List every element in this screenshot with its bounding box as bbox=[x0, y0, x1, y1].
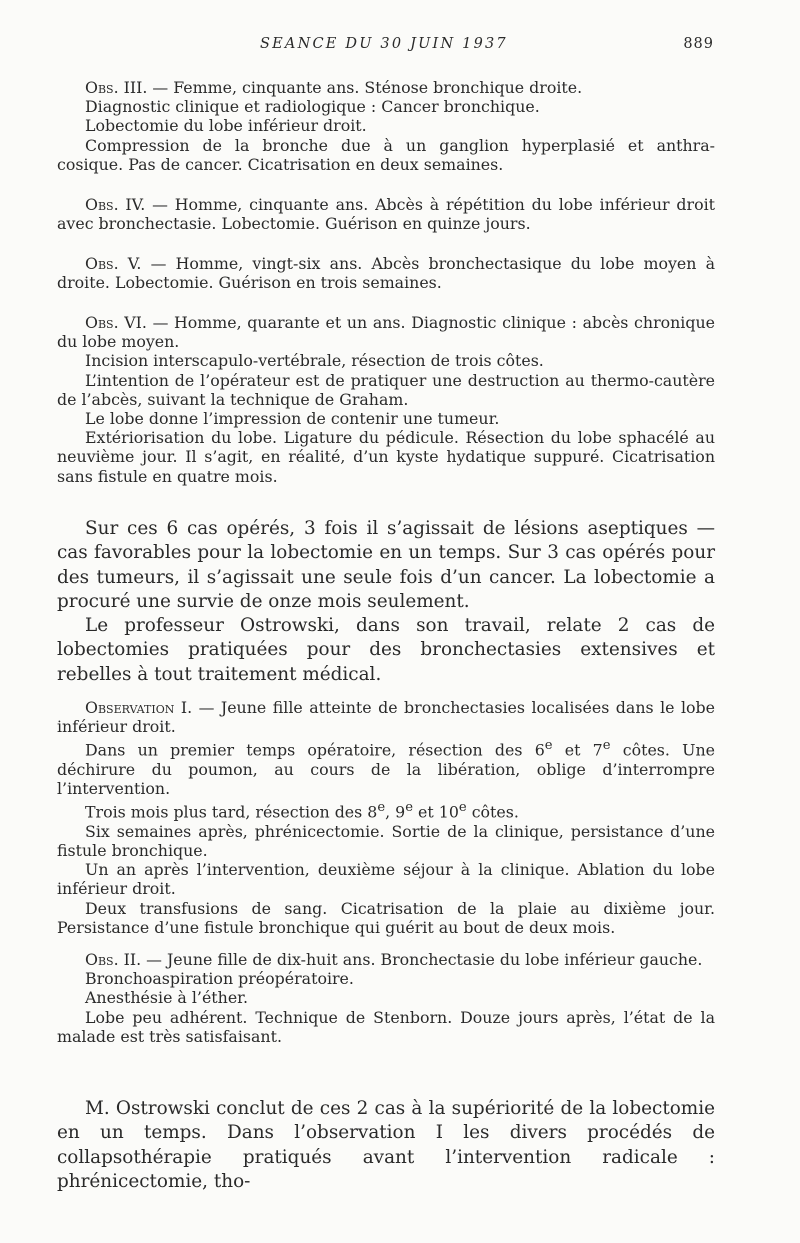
obs-text: Dans un premier temps opératoire, résection des 6e et 7e côtes. Une déchirure du poumon, au cours de la libération, oblige d’interrompre l’intervention. bbox=[57, 738, 715, 799]
obs-text: — Jeune fille de dix-huit ans. Bronchectasie du lobe inférieur gauche. bbox=[141, 950, 703, 969]
obs-text: Deux transfusions de sang. Cicatrisation de la plaie au dixième jour. Persistance d’une fistule bronchique qui guérit au bout de deux mois. bbox=[57, 898, 715, 937]
obs-text: cosique. Pas de cancer. Cicatrisation en deux semaines. bbox=[57, 154, 504, 174]
obs-label: Obs. III. bbox=[85, 78, 148, 97]
obs-text: — Homme, quarante et un ans. Diagnostic clinique : abcès chronique du lobe moyen. bbox=[57, 313, 715, 352]
obs-3 bbox=[57, 78, 715, 174]
page-header bbox=[0, 36, 800, 58]
obs-label: Obs. VI. bbox=[85, 313, 147, 332]
obs-6 bbox=[57, 313, 715, 486]
obs-text: — Femme, cinquante ans. Sténose bronchique droite. bbox=[147, 78, 583, 97]
obs-text: Anesthésie à l’éther. bbox=[85, 988, 249, 1008]
obs-5 bbox=[57, 254, 715, 292]
obs-text: Diagnostic clinique et radiologique : Cancer bronchique. bbox=[85, 97, 540, 117]
obs-text: L’intention de l’opérateur est de pratiquer une destruction au thermo-cautère de l’abcès, suivant la technique de Graham. bbox=[57, 370, 715, 409]
obs-text: Le lobe donne l’impression de contenir une tumeur. bbox=[85, 409, 500, 429]
obs-text: Compression de la bronche due à un ganglion hyperplasié et anthra- bbox=[85, 135, 715, 155]
body-section-1 bbox=[57, 517, 715, 687]
body-paragraph: Sur ces 6 cas opérés, 3 fois il s’agissait de lésions aseptiques — cas favorables pour la lobectomie en un temps. Sur 3 cas opérés pour des tumeurs, il s’agissait une seule fois d’un cancer. La lobectomie a procuré une survie de onze mois seulement. bbox=[57, 518, 715, 612]
obs-text: Lobectomie du lobe inférieur droit. bbox=[85, 116, 367, 136]
body-paragraph: Le professeur Ostrowski, dans son travail, relate 2 cas de lobectomies pratiquées pour des bronchectasies extensives et rebelles à tout traitement médical. bbox=[57, 615, 715, 685]
obs-text: Trois mois plus tard, résection des 8e, 9e et 10e côtes. bbox=[85, 800, 519, 822]
obs-text: Six semaines après, phrénicectomie. Sortie de la clinique, persistance d’une fistule bronchique. bbox=[57, 821, 715, 860]
running-title: SEANCE DU 30 JUIN 1937 bbox=[260, 36, 508, 52]
obs-text: — Homme, vingt-six ans. Abcès bronchectasique du lobe moyen à droite. Lobectomie. Guérison en trois semaines. bbox=[57, 254, 716, 293]
obs-4 bbox=[57, 195, 715, 233]
observation-1 bbox=[57, 698, 715, 937]
page-number: 889 bbox=[683, 36, 714, 52]
obs-label: Obs. II. bbox=[85, 950, 142, 969]
obs-text: Un an après l’intervention, deuxième séjour à la clinique. Ablation du lobe inférieur droit. bbox=[57, 860, 715, 899]
obs-label: Observation I. bbox=[85, 698, 193, 717]
obs-label: Obs. IV. bbox=[85, 195, 146, 214]
obs-text: Lobe peu adhérent. Technique de Stenborn. Douze jours après, l’état de la malade est très satisfaisant. bbox=[57, 1007, 715, 1046]
obs-2 bbox=[57, 950, 715, 1046]
obs-text: — Homme, cinquante ans. Abcès à répétition du lobe inférieur droit avec bronchectasie. Lobectomie. Guérison en quinze jours. bbox=[57, 195, 715, 234]
obs-text: Incision interscapulo-vertébrale, résection de trois côtes. bbox=[85, 351, 544, 371]
body-paragraph: M. Ostrowski conclut de ces 2 cas à la supériorité de la lobectomie en un temps. Dans l’observation I les divers procédés de collapsothérapie pratiqués avant l’intervention radicale : phrénicectomie, tho- bbox=[57, 1098, 715, 1192]
obs-label: Obs. V. bbox=[85, 254, 142, 273]
obs-text: — Jeune fille atteinte de bronchectasies localisées dans le lobe inférieur droit. bbox=[57, 698, 716, 737]
obs-text: Bronchoaspiration préopératoire. bbox=[85, 969, 354, 989]
obs-text: Extériorisation du lobe. Ligature du pédicule. Résection du lobe sphacélé au neuvième jour. Il s’agit, en réalité, d’un kyste hydatique suppuré. Cicatrisation sans fistule en quatre mois. bbox=[57, 428, 715, 486]
body-section-2 bbox=[57, 1097, 715, 1194]
